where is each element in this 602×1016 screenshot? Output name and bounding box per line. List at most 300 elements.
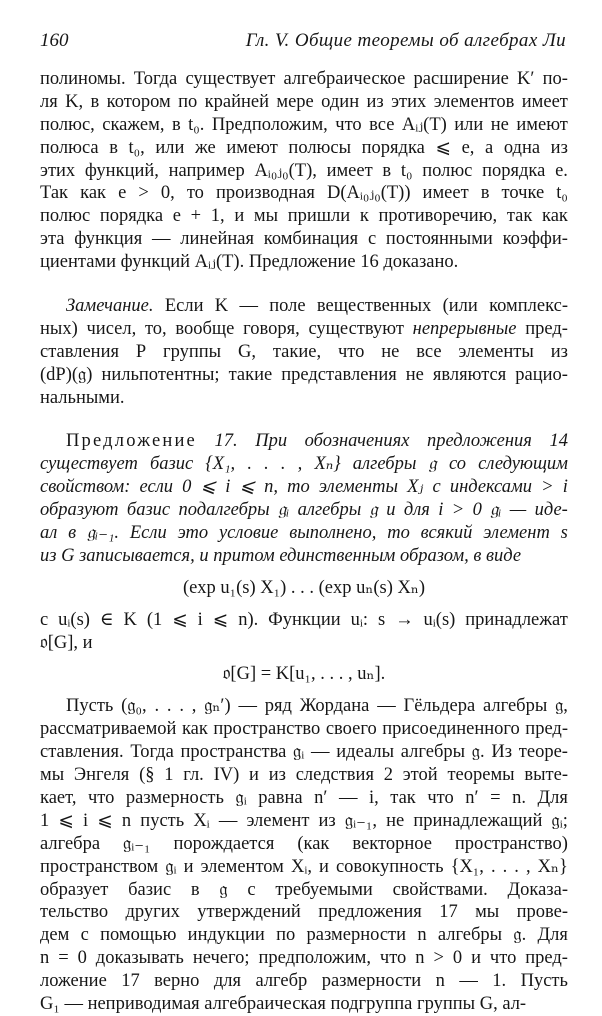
text-line bbox=[40, 430, 568, 453]
word: алгебры bbox=[297, 500, 362, 521]
word: представления bbox=[281, 364, 397, 385]
word: = bbox=[58, 948, 69, 969]
page-header bbox=[40, 30, 566, 58]
word: 0 bbox=[77, 948, 87, 969]
word: K bbox=[123, 609, 137, 630]
text-line bbox=[40, 182, 568, 205]
word: Xᵢ bbox=[193, 810, 210, 831]
word: расширение bbox=[413, 69, 509, 89]
word: 1, bbox=[210, 206, 225, 227]
word: нечего; bbox=[192, 948, 250, 969]
word: так bbox=[390, 787, 416, 808]
word: полюс bbox=[40, 206, 91, 227]
word: предложения bbox=[318, 902, 422, 923]
word: этой bbox=[402, 765, 438, 786]
word: n bbox=[417, 925, 427, 946]
word: следствия bbox=[295, 765, 374, 786]
word: непрерывные bbox=[412, 318, 517, 339]
word: помощью bbox=[100, 925, 177, 946]
word: имеют bbox=[226, 137, 278, 158]
word: i bbox=[83, 810, 89, 831]
word: . bbox=[490, 856, 496, 877]
word: не bbox=[490, 114, 509, 135]
word: , bbox=[297, 454, 303, 475]
word: базис bbox=[150, 454, 194, 475]
word: равна bbox=[258, 787, 303, 808]
word: существуют bbox=[308, 318, 404, 339]
word: порядка bbox=[99, 206, 164, 227]
word: по bbox=[178, 91, 198, 112]
word: по- bbox=[542, 69, 568, 89]
word: Тогда bbox=[133, 69, 178, 89]
word: например bbox=[168, 160, 245, 181]
word: нильпотентны; bbox=[101, 364, 220, 385]
word: , bbox=[525, 856, 531, 877]
word: n bbox=[435, 971, 445, 992]
word: дем bbox=[40, 925, 70, 946]
word: → bbox=[395, 609, 414, 630]
word: и bbox=[471, 948, 481, 969]
word: Предложение bbox=[66, 431, 197, 452]
word: и bbox=[249, 765, 259, 786]
word: коэффи- bbox=[502, 229, 568, 250]
text-line bbox=[40, 91, 568, 114]
word: Пусть bbox=[520, 971, 568, 992]
word: если bbox=[139, 477, 174, 498]
word: ⩽ bbox=[172, 609, 188, 630]
text-line bbox=[40, 787, 568, 810]
word: точке bbox=[501, 183, 545, 204]
word: e bbox=[172, 206, 181, 227]
word: s bbox=[377, 609, 386, 630]
word: — bbox=[459, 971, 478, 992]
word: функция bbox=[74, 229, 143, 250]
word: > bbox=[451, 500, 465, 521]
word: неприводимая bbox=[87, 993, 200, 1014]
word: IV) bbox=[213, 765, 240, 786]
word: притом bbox=[213, 545, 275, 566]
word: из bbox=[550, 137, 568, 158]
word: t₀ bbox=[556, 183, 568, 204]
word: элемент bbox=[246, 810, 310, 831]
word: что bbox=[87, 787, 115, 808]
word: рассматриваемой bbox=[40, 719, 177, 740]
word: пред- bbox=[525, 318, 568, 339]
word: гл. bbox=[183, 765, 204, 786]
text-line bbox=[40, 341, 568, 364]
word: ⩽ bbox=[239, 477, 255, 498]
word: . bbox=[280, 454, 286, 475]
word: 𝔬[G], bbox=[40, 632, 79, 653]
word: пред- bbox=[525, 719, 568, 740]
word: говоря, bbox=[243, 318, 300, 339]
word: 17 bbox=[439, 902, 458, 923]
word: 0 bbox=[182, 477, 192, 498]
word: элемент bbox=[483, 523, 550, 544]
word: 17. bbox=[214, 431, 238, 452]
word: свойствами. bbox=[392, 879, 488, 900]
word: t₀, bbox=[128, 137, 145, 158]
word: (§ bbox=[139, 765, 155, 786]
word: мы bbox=[475, 902, 500, 923]
display-formula bbox=[40, 663, 568, 686]
text-line bbox=[40, 718, 568, 741]
text-line bbox=[40, 632, 568, 655]
word: единственным bbox=[279, 545, 396, 566]
word: из bbox=[268, 765, 286, 786]
word: 2 bbox=[383, 765, 393, 786]
word: 𝔤ᵢ₋₁ bbox=[123, 833, 151, 854]
word: Доказа- bbox=[507, 879, 568, 900]
word: G₁ bbox=[40, 993, 60, 1014]
paragraph bbox=[40, 695, 568, 1015]
word: базис bbox=[128, 879, 172, 900]
word: как bbox=[542, 206, 568, 227]
word: Aᵢⱼ(T). bbox=[194, 252, 245, 273]
word: 𝔤 bbox=[428, 454, 437, 475]
paragraph-gap bbox=[40, 568, 568, 577]
word: имеет bbox=[326, 160, 373, 181]
word: 16 bbox=[360, 252, 379, 273]
text-line bbox=[40, 476, 568, 499]
word: то, bbox=[144, 318, 167, 339]
word: из bbox=[550, 341, 568, 362]
text-line bbox=[40, 545, 568, 568]
word: — bbox=[151, 229, 171, 250]
word: с bbox=[247, 879, 256, 900]
word: — bbox=[377, 696, 396, 717]
word: Тогда bbox=[130, 742, 174, 763]
word: 0 bbox=[472, 500, 482, 521]
word: принадлежащий bbox=[413, 810, 543, 831]
word: ставления bbox=[40, 341, 119, 362]
word: 0, bbox=[160, 183, 175, 204]
word: предложения bbox=[426, 431, 532, 452]
word: постоянными bbox=[385, 229, 493, 250]
text-line bbox=[40, 609, 568, 632]
word: образует bbox=[40, 879, 109, 900]
word: пространство) bbox=[454, 833, 568, 854]
word: — bbox=[338, 787, 358, 808]
word: > bbox=[541, 477, 554, 498]
paragraph-gap bbox=[40, 409, 568, 430]
word: алгебры bbox=[437, 925, 503, 946]
formula-text: (exp u₁(s) X₁) . . . (exp uₙ(s) Xₙ) bbox=[182, 577, 426, 598]
word: что bbox=[335, 114, 362, 135]
word: циентами bbox=[40, 252, 117, 273]
word: = bbox=[490, 787, 501, 808]
word: — bbox=[238, 696, 257, 717]
text-line bbox=[40, 924, 568, 947]
word: 𝔤 bbox=[219, 879, 228, 900]
word: . bbox=[166, 696, 172, 717]
word: n bbox=[415, 948, 425, 969]
word: прове- bbox=[516, 902, 568, 923]
text-line bbox=[40, 522, 568, 545]
word: всякий bbox=[420, 523, 473, 544]
word: эта bbox=[40, 229, 65, 250]
word: из bbox=[40, 545, 57, 566]
word: 𝔤ᵢ bbox=[278, 500, 290, 521]
word: Для bbox=[537, 925, 568, 946]
word: существует bbox=[185, 69, 276, 89]
word: алгебра bbox=[40, 833, 101, 854]
word: что bbox=[427, 787, 454, 808]
word: группы bbox=[417, 993, 476, 1014]
word: и bbox=[319, 856, 329, 877]
word: индексами bbox=[449, 477, 533, 498]
word: в bbox=[382, 160, 392, 181]
word: 𝔤ᵢ bbox=[235, 787, 247, 808]
word: а bbox=[485, 137, 494, 158]
word: e bbox=[118, 183, 127, 204]
word: и bbox=[183, 856, 194, 877]
word: , bbox=[191, 696, 197, 717]
paragraph bbox=[40, 68, 568, 274]
word: n bbox=[40, 948, 50, 969]
word: 𝔤, bbox=[555, 696, 568, 717]
word: одна bbox=[503, 137, 541, 158]
word: ⩽ bbox=[212, 609, 229, 630]
word: ал bbox=[40, 523, 58, 544]
word: в bbox=[473, 545, 482, 566]
paragraph bbox=[40, 430, 568, 567]
word: размерность bbox=[125, 787, 224, 808]
word: Aᵢⱼ(T) bbox=[401, 114, 447, 135]
word: это bbox=[177, 523, 209, 544]
paragraph bbox=[40, 295, 568, 409]
word: K′ bbox=[517, 69, 535, 89]
text-line bbox=[40, 68, 568, 91]
word: записывается, bbox=[79, 545, 195, 566]
word: вообще bbox=[175, 318, 235, 339]
word: 𝔤ᵢ₋₁. bbox=[87, 523, 120, 544]
word: как bbox=[80, 183, 107, 204]
word: других bbox=[125, 902, 180, 923]
word: K bbox=[214, 296, 229, 317]
word: 17 bbox=[121, 971, 140, 992]
word: теоремы bbox=[447, 765, 515, 786]
word: uᵢ(s) bbox=[423, 609, 456, 630]
word: этих bbox=[391, 91, 427, 112]
word: группы bbox=[163, 341, 222, 362]
word: линейная bbox=[180, 229, 255, 250]
text-line bbox=[40, 993, 568, 1016]
word: базис bbox=[126, 500, 171, 521]
word: в bbox=[171, 114, 181, 135]
word: 𝔤. bbox=[471, 742, 485, 763]
word: так bbox=[506, 206, 533, 227]
word: что bbox=[337, 341, 365, 362]
word: P bbox=[135, 341, 147, 362]
word: i bbox=[225, 477, 231, 498]
word: нальными. bbox=[40, 387, 125, 408]
word: Жордана bbox=[299, 696, 370, 717]
text-line bbox=[40, 251, 568, 274]
word: i, bbox=[368, 787, 379, 808]
word: 𝔤ₙ′) bbox=[204, 696, 231, 717]
word: чисел, bbox=[86, 318, 137, 339]
word: uᵢ: bbox=[350, 609, 368, 630]
page-body bbox=[40, 68, 568, 1016]
text-line bbox=[40, 856, 568, 879]
word: выполнено, bbox=[289, 523, 377, 544]
word: принадлежат bbox=[465, 609, 568, 630]
word: (𝔤₀, bbox=[121, 696, 147, 717]
word: и bbox=[386, 500, 396, 521]
word: функций, bbox=[84, 160, 159, 181]
word: с bbox=[40, 609, 49, 630]
word: порядка bbox=[482, 160, 546, 181]
word: Предположим, bbox=[211, 114, 328, 135]
word: алгебры bbox=[400, 742, 466, 763]
text-line bbox=[40, 810, 568, 833]
word: 1 bbox=[40, 810, 50, 831]
word: доказано. bbox=[383, 252, 459, 273]
word: Функции bbox=[268, 609, 341, 630]
text-line bbox=[40, 970, 568, 993]
word: из bbox=[318, 810, 336, 831]
word: . bbox=[514, 856, 519, 877]
text-line bbox=[40, 695, 568, 718]
text-line bbox=[40, 901, 568, 924]
word: 𝔤 bbox=[369, 500, 378, 521]
word: алгебраическая bbox=[204, 993, 326, 1014]
word: же bbox=[195, 137, 216, 158]
word: предположим, bbox=[258, 948, 371, 969]
word: i bbox=[562, 477, 568, 498]
word: следующим bbox=[478, 454, 568, 475]
word: из bbox=[366, 91, 384, 112]
word: размерности bbox=[306, 925, 407, 946]
word: Предложение bbox=[248, 252, 356, 273]
word: полюса bbox=[40, 137, 99, 158]
word: Энгеля bbox=[73, 765, 130, 786]
word: t₀. bbox=[188, 114, 205, 135]
word: для bbox=[213, 971, 242, 992]
word: алгебры bbox=[483, 696, 548, 717]
word: полюсы bbox=[288, 137, 352, 158]
word: котором bbox=[106, 91, 171, 112]
word: в bbox=[109, 137, 118, 158]
word: своего bbox=[325, 719, 377, 740]
word: ал- bbox=[502, 993, 527, 1014]
word: имеют bbox=[516, 114, 568, 135]
paragraph-gap bbox=[40, 654, 568, 663]
word: D(Aᵢ₀ⱼ₀(T)) bbox=[327, 183, 411, 204]
formula-text: 𝔬[G] = K[u₁, . . . , uₙ]. bbox=[222, 664, 386, 685]
text-line bbox=[40, 577, 568, 600]
word: не bbox=[381, 341, 400, 362]
text-line bbox=[40, 387, 568, 410]
paragraph-gap bbox=[40, 600, 568, 609]
word: требуемыми bbox=[275, 879, 373, 900]
word: — bbox=[509, 500, 527, 521]
word: функций bbox=[120, 252, 191, 273]
word: 𝔤ᵢ₋₁, bbox=[344, 810, 377, 831]
display-formula bbox=[40, 577, 568, 600]
text-line bbox=[40, 879, 568, 902]
text-line bbox=[40, 764, 568, 787]
word: Xᵢ, bbox=[290, 856, 312, 877]
word: теоре- bbox=[518, 742, 568, 763]
word: с bbox=[80, 925, 89, 946]
word: полиномы. bbox=[40, 69, 126, 89]
word: комбинация bbox=[263, 229, 359, 250]
word: верно bbox=[154, 971, 200, 992]
text-line bbox=[40, 833, 568, 856]
word: вещественных bbox=[316, 296, 432, 317]
word: Пусть bbox=[66, 696, 114, 717]
word: алгебры bbox=[352, 454, 417, 475]
word: пусть bbox=[140, 810, 185, 831]
word: или bbox=[454, 114, 484, 135]
text-line bbox=[40, 114, 568, 137]
word: индукции bbox=[187, 925, 265, 946]
word: 14 bbox=[549, 431, 568, 452]
word: рацио- bbox=[515, 364, 568, 385]
word: ∈ bbox=[99, 609, 114, 630]
word: порядка bbox=[361, 137, 425, 158]
word: утверждений bbox=[197, 902, 301, 923]
word: образуют bbox=[40, 500, 119, 521]
text-line bbox=[40, 137, 568, 160]
word: Aᵢ₀ⱼ₀(T), bbox=[254, 160, 317, 181]
word: элементы bbox=[318, 477, 398, 498]
word: . bbox=[502, 856, 508, 877]
word: комплекс- bbox=[489, 296, 568, 317]
word: {X₁, bbox=[205, 454, 236, 475]
word: Из bbox=[491, 742, 513, 763]
paragraph bbox=[40, 609, 568, 655]
word: — bbox=[239, 296, 258, 317]
text-line bbox=[40, 663, 568, 686]
word: один bbox=[321, 91, 360, 112]
word: 𝔤. bbox=[513, 925, 527, 946]
word: алгебраическое bbox=[283, 69, 406, 89]
word: образом, bbox=[399, 545, 469, 566]
word: . bbox=[264, 454, 269, 475]
word: с bbox=[432, 477, 441, 498]
word: (или bbox=[442, 296, 478, 317]
word: в bbox=[90, 91, 100, 112]
word: такие, bbox=[272, 341, 322, 362]
word: 𝔤ᵢ bbox=[490, 500, 502, 521]
paragraph-gap bbox=[40, 686, 568, 695]
word: все bbox=[416, 341, 442, 362]
word: совокупность bbox=[335, 856, 444, 877]
word: подгруппа bbox=[330, 993, 413, 1014]
word: свойством: bbox=[40, 477, 131, 498]
word: элементом bbox=[200, 856, 284, 877]
word: в bbox=[480, 183, 490, 204]
word: n′ bbox=[465, 787, 479, 808]
word: к bbox=[359, 206, 369, 227]
word: > bbox=[138, 183, 149, 204]
text-line bbox=[40, 295, 568, 318]
word: (dP)(𝔤) bbox=[40, 364, 93, 385]
word: — bbox=[64, 993, 83, 1014]
word: для bbox=[403, 500, 430, 521]
word: 𝔤ᵢ; bbox=[551, 810, 568, 831]
text-line bbox=[40, 205, 568, 228]
word: — bbox=[311, 742, 330, 763]
word: e, bbox=[461, 137, 475, 158]
running-title: Гл. V. Общие теоремы об алгебрах Ли bbox=[245, 30, 566, 51]
word: полюс, bbox=[40, 114, 95, 135]
word: ставления. bbox=[40, 742, 124, 763]
text-line bbox=[40, 499, 568, 522]
